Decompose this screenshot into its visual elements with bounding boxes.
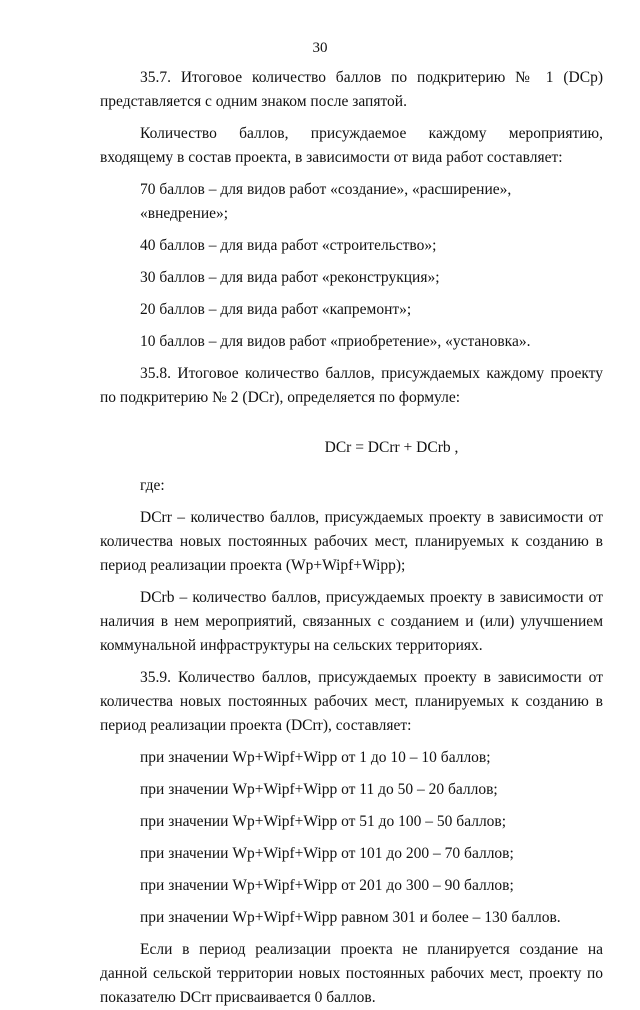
list-item-jobs-range: при значении Wp+Wipf+Wipp от 51 до 100 – 50 баллов;: [140, 813, 507, 830]
list-item-jobs-range: при значении Wp+Wipf+Wipp от 201 до 300 – 90 баллов;: [140, 877, 514, 894]
list-item-jobs-range: при значении Wp+Wipf+Wipp равном 301 и более – 130 баллов.: [140, 909, 561, 926]
list-item-jobs-range: при значении Wp+Wipf+Wipp от 11 до 50 – 20 баллов;: [140, 781, 498, 798]
paragraph-35-8: 35.8. Итоговое количество баллов, присуждаемых каждому проекту по подкритерию № 2 (DCr), определяется по формуле:: [100, 365, 603, 406]
definition-dcrb: DCrb – количество баллов, присуждаемых проекту в зависимости от наличия в нем мероприятий, связанных с созданием и (или) улучшением коммунальной инфраструктуры на сельских территориях.: [100, 589, 603, 654]
list-item-work-type: 20 баллов – для вида работ «капремонт»;: [140, 301, 412, 318]
page-number: 30: [312, 40, 328, 56]
where-label: где:: [140, 477, 165, 494]
paragraph-no-jobs: Если в период реализации проекта не планируется создание на данной сельской территории новых постоянных рабочих мест, проекту по показателю DCrr присваивается 0 баллов.: [100, 941, 603, 1006]
formula: DCr = DCrr + DCrb ,: [324, 439, 459, 456]
paragraph-35-9: 35.9. Количество баллов, присуждаемых проекту в зависимости от количества новых постоянных рабочих мест, планируемых к созданию в период реализации проекта (DCrr), составляет:: [100, 669, 603, 734]
list-item-work-type: 70 баллов – для видов работ «создание», «расширение», «внедрение»;: [140, 181, 512, 222]
list-item-jobs-range: при значении Wp+Wipf+Wipp от 101 до 200 – 70 баллов;: [140, 845, 514, 862]
list-item-work-type: 30 баллов – для вида работ «реконструкция»;: [140, 269, 440, 286]
definition-dcrr: DCrr – количество баллов, присуждаемых проекту в зависимости от количества новых постоянных рабочих мест, планируемых к созданию в период реализации проекта (Wp+Wipf+Wipp);: [100, 509, 603, 574]
list-item-work-type: 10 баллов – для видов работ «приобретение», «установка».: [140, 333, 531, 350]
document-body: [100, 66, 603, 1010]
list-item-work-type: 40 баллов – для вида работ «строительство»;: [140, 237, 437, 254]
paragraph-points-intro: Количество баллов, присуждаемое каждому мероприятию, входящему в состав проекта, в зависимости от вида работ составляет:: [100, 125, 603, 166]
paragraph-35-7: 35.7. Итоговое количество баллов по подкритерию № 1 (DCp) представляется с одним знаком после запятой.: [100, 69, 603, 110]
list-item-jobs-range: при значении Wp+Wipf+Wipp от 1 до 10 – 10 баллов;: [140, 749, 491, 766]
